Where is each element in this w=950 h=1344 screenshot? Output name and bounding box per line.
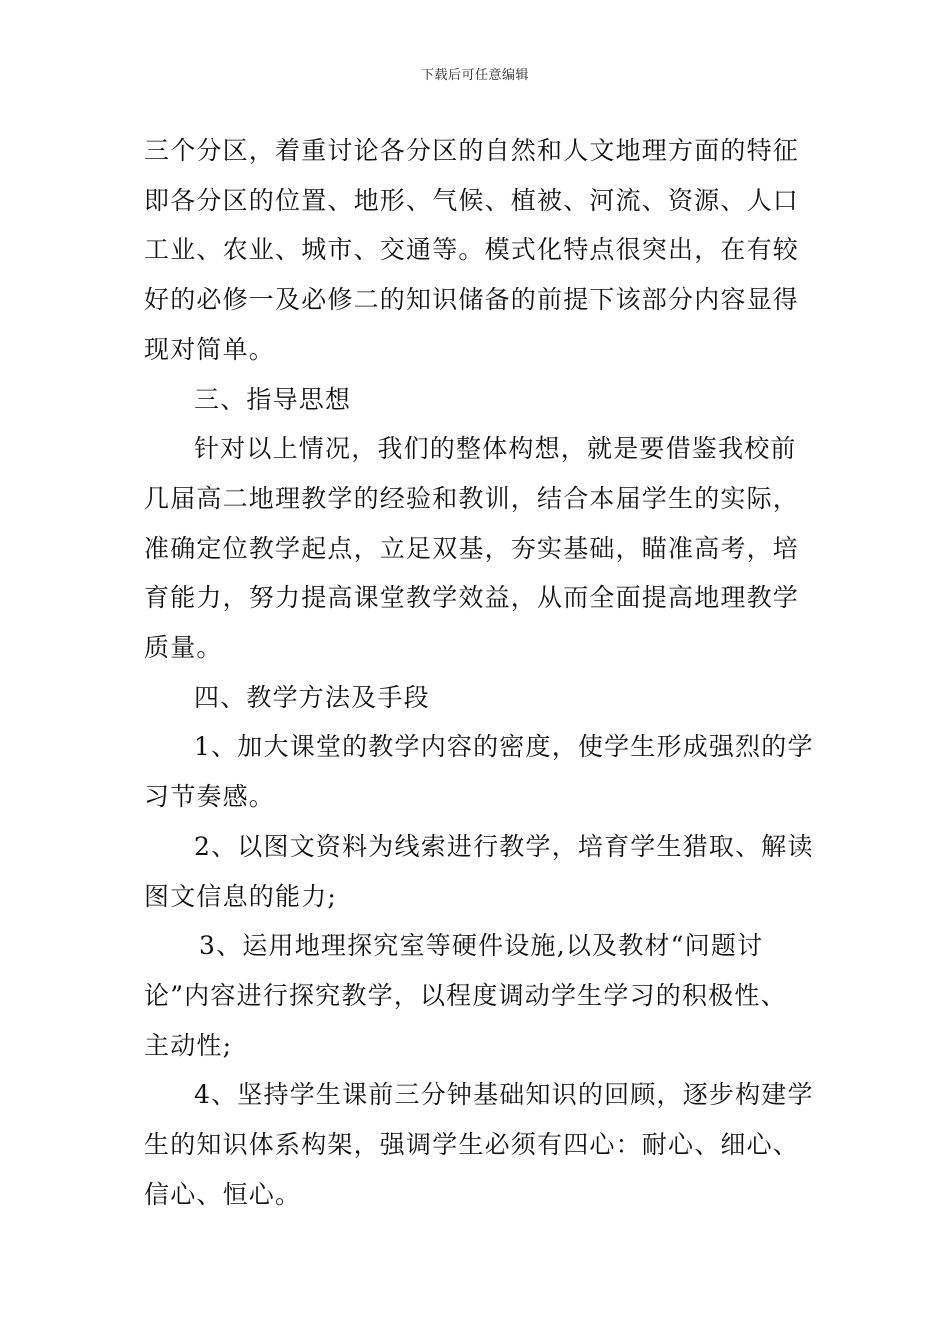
text-line: 准确定位教学起点，立足双基，夯实基础，瞄准高考，培 xyxy=(144,533,800,563)
document-body xyxy=(144,126,814,1219)
list-item-line: 主动性; xyxy=(144,1030,233,1060)
text-line: 三个分区，着重讨论各分区的自然和人文地理方面的特征 xyxy=(144,136,800,165)
list-item-line: 2、以图文资料为线索进行教学，培育学生猎取、解读 xyxy=(194,831,814,861)
list-item-line: 生的知识体系构架，强调学生必须有四心：耐心、细心、 xyxy=(144,1130,800,1160)
text-line: 几届高二地理教学的经验和教训，结合本届学生的实际， xyxy=(144,483,800,513)
list-item-line: 3、运用地理探究室等硬件设施,以及教材“问题讨 xyxy=(199,931,764,961)
text-line: 育能力，努力提高课堂教学效益，从而全面提高地理教学 xyxy=(144,583,800,613)
text-line: 现对简单。 xyxy=(144,334,276,364)
text-line: 针对以上情况，我们的整体构想，就是要借鉴我校前 xyxy=(194,434,797,464)
list-item-line: 图文信息的能力; xyxy=(144,881,338,911)
text-line: 工业、农业、城市、交通等。模式化特点很突出，在有较 xyxy=(144,235,800,265)
section-heading: 四、教学方法及手段 xyxy=(194,682,430,712)
list-item-line: 论”内容进行探究教学，以程度调动学生学习的积极性、 xyxy=(144,980,787,1010)
list-item-line: 信心、恒心。 xyxy=(144,1179,302,1209)
section-heading: 三、指导思想 xyxy=(194,384,352,414)
page-header-note: 下载后可任意编辑 xyxy=(420,68,529,83)
text-line: 即各分区的位置、地形、气候、植被、河流、资源、人口 xyxy=(144,185,800,215)
text-line: 好的必修一及必修二的知识储备的前提下该部分内容显得 xyxy=(144,285,800,315)
list-item-line: 4、坚持学生课前三分钟基础知识的回顾，逐步构建学 xyxy=(194,1080,814,1110)
list-item-line: 1、加大课堂的教学内容的密度，使学生形成强烈的学 xyxy=(194,732,814,762)
list-item-line: 习节奏感。 xyxy=(144,782,276,812)
text-line: 质量。 xyxy=(144,633,223,663)
